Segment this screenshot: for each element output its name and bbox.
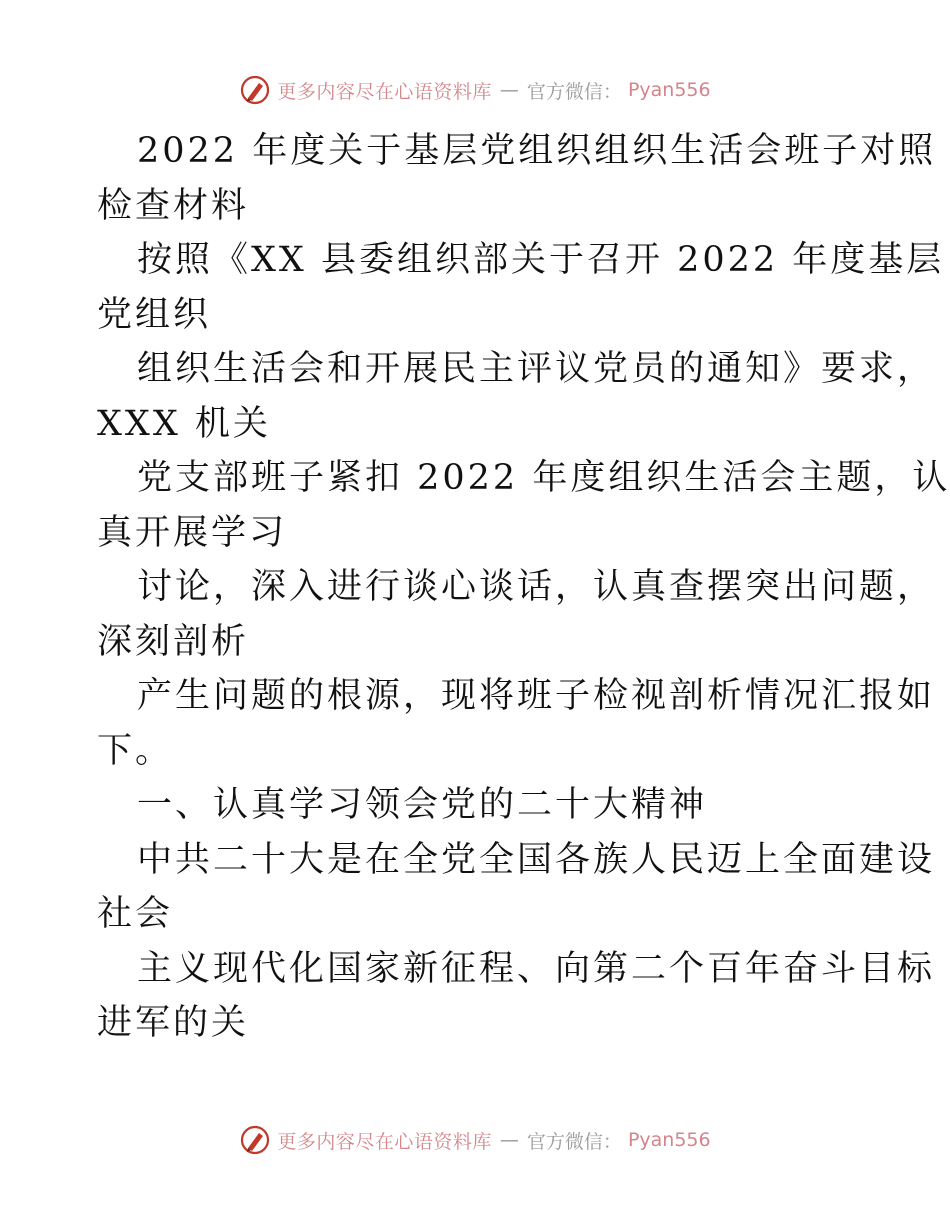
watermark-slogan: 更多内容尽在心语资料库	[277, 80, 492, 103]
document-line: 深刻剖析	[97, 621, 250, 662]
watermark-separator: —	[499, 1129, 519, 1151]
document-line: 主义现代化国家新征程、向第二个百年奋斗目标	[137, 948, 936, 989]
document-line: 党组织	[97, 294, 212, 335]
document-line: 社会	[97, 894, 174, 934]
footer-watermark	[0, 1120, 950, 1160]
watermark-wechat-id: Pyan556	[627, 1129, 711, 1151]
watermark-slogan: 更多内容尽在心语资料库	[277, 1130, 492, 1153]
document-line: 一、认真学习领会党的二十大精神	[137, 785, 708, 825]
watermark-separator: —	[499, 79, 519, 101]
watermark-wechat-id: Pyan556	[627, 79, 711, 101]
header-watermark	[0, 70, 950, 110]
document-body	[97, 124, 950, 1051]
document-line: 讨论，深入进行谈心谈话，认真查摆突出问题，	[137, 567, 936, 607]
watermark-wechat-label: 官方微信：	[526, 80, 622, 103]
document-line: 2022 年度关于基层党组织组织生活会班子对照	[137, 131, 937, 171]
document-line: 检查材料	[97, 185, 250, 226]
document-line: 产生问题的根源，现将班子检视剖析情况汇报如	[137, 676, 936, 716]
document-line: 按照《XX 县委组织部关于召开 2022 年度基层	[137, 240, 945, 280]
document-line: 中共二十大是在全党全国各族人民迈上全面建设	[137, 839, 936, 880]
document-line: XXX 机关	[97, 403, 271, 444]
pen-in-circle-icon	[239, 74, 271, 106]
document-line: 组织生活会和开展民主评议党员的通知》要求，	[137, 349, 936, 389]
watermark-wechat-label: 官方微信：	[526, 1130, 622, 1153]
document-line: 真开展学习	[97, 512, 288, 553]
document-line: 下。	[97, 730, 174, 771]
pen-in-circle-icon	[239, 1124, 271, 1156]
document-line: 进军的关	[97, 1003, 250, 1043]
document-line: 党支部班子紧扣 2022 年度组织生活会主题，认	[137, 458, 950, 498]
